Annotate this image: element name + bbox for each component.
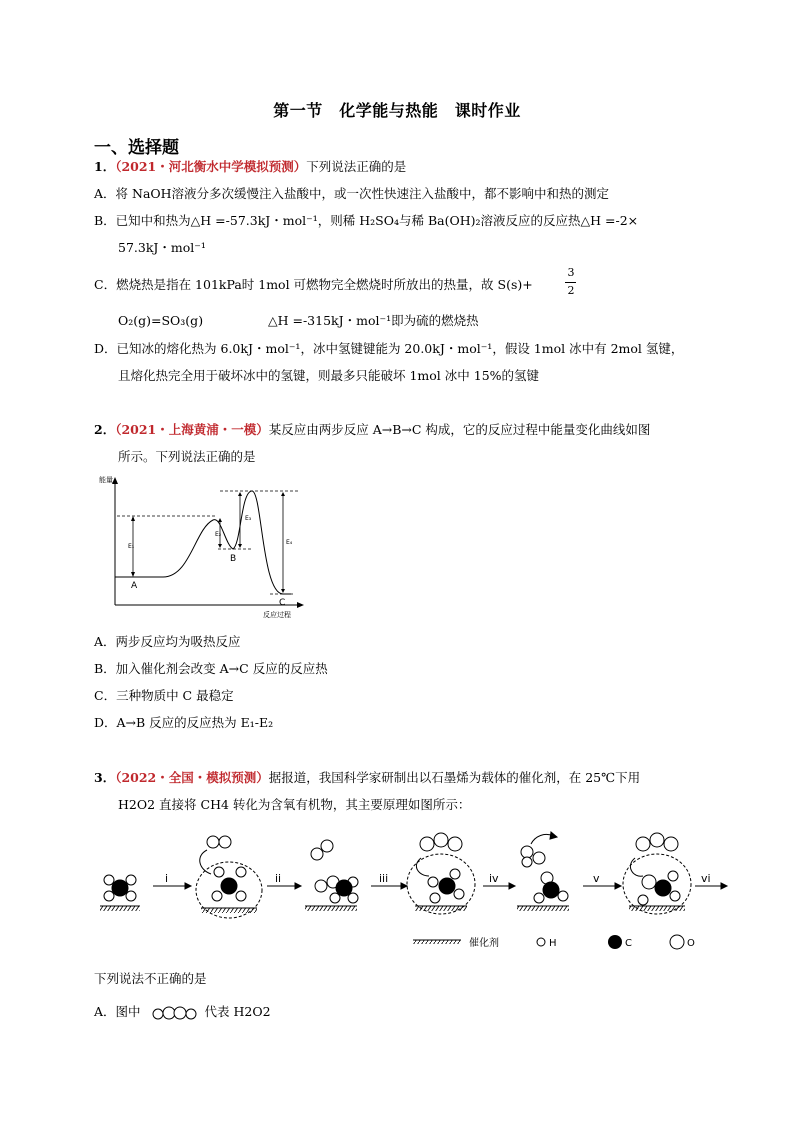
q1-option-a: A．将 NaOH溶液分多次缓慢注入盐酸中，或一次性快速注入盐酸中，都不影响中和热的测定 [94, 186, 610, 201]
label-e4: E₄ [286, 539, 293, 546]
arrow-heads [131, 492, 285, 593]
x-axis-arrow [297, 602, 304, 608]
q1-option-c-line3: △H =-315kJ・mol⁻¹即为硫的燃烧热 [268, 313, 479, 328]
q2-stem-text: 某反应由两步反应 A→B→C 构成，它的反应过程中能量变化曲线如图 [268, 422, 651, 437]
legend-o: O [687, 938, 695, 949]
step-vi: vi [701, 872, 711, 885]
q1-option-d-line1: D．已知冰的熔化热为 6.0kJ・mol⁻¹，冰中氢键键能为 20.0kJ・mol⁻¹，假设 1mol 冰中有 2mol 氢键， [94, 341, 684, 356]
label-e2: E₂ [215, 531, 222, 538]
q1-stem-text: 下列说法正确的是 [306, 159, 407, 174]
q2-source: （2021・上海黄浦・一模） [115, 422, 269, 437]
q3-option-a [94, 1003, 271, 1022]
q2-option-c: C．三种物质中 C 最稳定 [94, 688, 234, 703]
q2-option-a: A．两步反应均为吸热反应 [94, 634, 241, 649]
q1-option-d-line2: 且熔化热完全用于破坏冰中的氢键，则最多只能破坏 1mol 冰中 15%的氢键 [118, 368, 540, 383]
q2-option-b: B．加入催化剂会改变 A→C 反应的反应热 [94, 661, 328, 676]
mechanism-diagram [95, 822, 735, 957]
step-iii: iii [379, 872, 389, 885]
fraction-bar [565, 282, 576, 283]
step-v: v [593, 872, 600, 885]
q1-option-c-line2: O₂(g)=SO₃(g) [118, 313, 204, 328]
q1-option-b-line2: 57.3kJ・mol⁻¹ [118, 240, 206, 255]
section-heading: 一、选择题 [94, 138, 179, 158]
stage-4 [407, 833, 475, 914]
stage-3 [305, 840, 358, 911]
legend-c: C [625, 938, 632, 949]
q1-number: 1． [94, 159, 116, 174]
fraction-denominator: 2 [567, 284, 575, 297]
q3-stem-text: 据报道，我国科学家研制出以石墨烯为载体的催化剂，在 25℃下用 [268, 770, 641, 785]
stage-5 [517, 832, 569, 911]
energy-curve [115, 491, 291, 594]
q3-question: 下列说法不正确的是 [94, 971, 207, 986]
q2-stem-line2: 所示。下列说法正确的是 [118, 449, 256, 464]
q2-number: 2． [94, 422, 116, 437]
legend [413, 935, 695, 949]
q3-stem [94, 769, 640, 787]
fraction-numerator: 3 [567, 266, 575, 279]
label-c: C [279, 598, 286, 608]
q1-source: （2021・河北衡水中学模拟预测） [115, 159, 307, 174]
legend-catalyst: 催化剂 [469, 938, 499, 949]
q3-option-a-prefix: A．图中 [94, 1004, 141, 1019]
label-e3: E₃ [245, 515, 252, 522]
q2-stem [94, 421, 650, 439]
label-b: B [230, 554, 237, 564]
q3-stem-line2: H2O2 直接将 CH4 转化为含氧有机物，其主要原理如图所示： [118, 797, 471, 812]
q3-number: 3． [94, 770, 116, 785]
legend-h: H [549, 938, 557, 949]
q3-option-a-suffix: 代表 H2O2 [204, 1004, 271, 1019]
h2o2-molecule-icon [149, 1004, 197, 1022]
step-iv: iv [489, 872, 499, 885]
page-title: 第一节 化学能与热能 课时作业 [273, 101, 521, 120]
q1-option-b-line1: B．已知中和热为△H =-57.3kJ・mol⁻¹，则稀 H₂SO₄与稀 Ba(OH)₂溶液反应的反应热△H =-2× [94, 213, 639, 228]
q2-option-d: D．A→B 反应的反应热为 E₁-E₂ [94, 715, 274, 730]
q1-option-c-line1: C．燃烧热是指在 101kPa时 1mol 可燃物完全燃烧时所放出的热量，故 S(s)+ [94, 277, 533, 292]
label-a: A [131, 581, 138, 591]
energy-diagram [95, 474, 310, 622]
stage-1 [100, 875, 140, 911]
stage-6 [623, 833, 691, 914]
label-e1: E₁ [128, 543, 135, 550]
q3-source: （2022・全国・模拟预测） [115, 770, 269, 785]
reaction-axis-label: 反应过程 [263, 611, 291, 619]
step-ii: ii [275, 872, 282, 885]
step-i: i [165, 872, 169, 885]
stage-2 [196, 836, 262, 918]
q1-stem [94, 158, 406, 176]
energy-axis-label: 能量 [99, 476, 113, 484]
